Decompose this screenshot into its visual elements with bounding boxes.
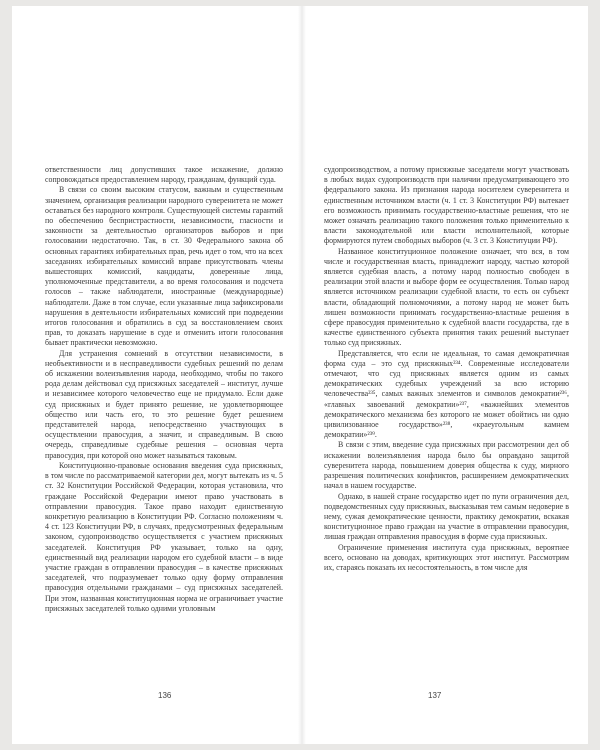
book-spread (12, 6, 588, 744)
left-page-text (45, 165, 283, 614)
paragraph: Названное конституционное положение означает, что вся, в том числе и государственная власть, принадлежит народу, частью которой является судебная власть, а потому народ полностью свободен в реализации этой власти и выборе форм ее осуществления. Только народ является источником реализации судебной власти, то есть он субъект власти, обладающий полномочиями, а потому народ не может быть лишен возможности принимать государственно-властные решения в сфере правосудия применительно к судебной власти государства, где в качестве единственного субъекта принятия таких решений выступает только суд присяжных. (324, 246, 569, 348)
paragraph: Однако, в нашей стране государство идет по пути ограничения дел, подведомственных суду присяжных, высказывая тем самым недоверие в нему, сужая демократические ценности, практику демократии, вскакая конституционное право граждан на участие в отправлении правосудия, лишая граждан отправления правосудия в форме суда присяжных. (324, 491, 569, 542)
paragraph: судопроизводством, а потому присяжные заседатели могут участвовать в любых видах судопроизводств при наличии предусматривающего это федерального закона. Из признания народа носителем суверенитета и единственным источником власти (ч. 1 ст. 3 Конституции РФ) вытекает его возможность принимать государственно-властные решения, что не может означать реализацию такого положения только применительно к власти законодательной или власти исполнительной, которые формируются путем свободных выборов (ч. 3 ст. 3 Конституции РФ). (324, 165, 569, 246)
paragraph: ответственности лиц допустивших такое искажение, должно сопровождаться предоставлением народу, гражданам, функций суда. (45, 165, 283, 185)
paragraph: В связи с этим, введение суда присяжных при рассмотрении дел об искажении волеизъявления народа было бы оправдано защитой суверенитета народа, повышением доверия общества к суду, мирного разрешения политических конфликтов, расширением демократических начал в нашем государстве. (324, 440, 569, 491)
paragraph: Представляется, что если не идеальная, то самая демократичная форма суда – это суд присяжных²³⁴. Современные исследователи отмечают, что суд присяжных является одним из самых демократических судебных учреждений за всю историю человечества²³⁵, самых важных элементов и символов демократии²³⁶, «главных завоеваний демократии»²³⁷, «важнейших элементов демократического механизма без которого не может обойтись ни одно цивилизованное государство»²³⁸, «краеугольным камнем демократии»²³⁹. (324, 348, 569, 440)
right-page (302, 6, 588, 744)
paragraph: В связи со своим высоким статусом, важным и существенным значением, организация реализации народного суверенитета не может оставаться без народного контроля. Существующей системы гарантий по обеспечению беспристрастности, независимости, гласности и законности за деятельностью организаторов выборов и при голосовании недостаточно. Так, в ст. 30 Федерального закона об основных гарантиях избирательных прав, речь идет о том, что на всех заседаниях избирательных комиссий вправе присутствовать члены вышестоящих комиссий, кандидаты, доверенные лица, уполномоченные представители, а во время голосования и подсчета голосов – также наблюдатели, иностранные (международные) наблюдатели. Даже в том случае, если указанные лица зафиксировали нарушения в деятельности избирательных комиссий при подведении итогов голосования и обратились в суд за восстановлением своих прав, то доказать нарушение в суде и отменить итоги голосования бывает практически невозможно. (45, 185, 283, 348)
paragraph: Ограничение применения института суда присяжных, вероятнее всего, основано на доводах, критикующих этот институт. Рассмотрим их, стараясь показать их несостоятельность, в том числе для (324, 542, 569, 572)
page-number: 136 (158, 691, 172, 700)
right-page-text (324, 165, 569, 573)
left-page (12, 6, 302, 744)
paragraph: Для устранения сомнений в отсутствии независимости, в необъективности и в несправедливости судебных решений по делам об искажении волеизъявления народа, необходимо, чтобы по такого рода делам действовал суд присяжных заседателей – институт, лучше и независимее которого человечество еще не придумало. Если даже суд присяжных и будет принято решение, не удовлетворяющее общество или часть его, то это решение будет решением представителей народа, непосредственно участвующих в осуществлении правосудия, а значит, и справедливым. В свою очередь, справедливые судебные решения – основная черта правосудия, при которой оно может называться таковым. (45, 348, 283, 460)
page-number: 137 (428, 691, 442, 700)
paragraph: Конституционно-правовые основания введения суда присяжных, в том числе по рассматриваемой категории дел, могут вытекать из ч. 5 ст. 32 Конституции Российской Федерации, которая установила, что граждане Российской Федерации имеют право участвовать в отправлении правосудия. Такое право находит единственную конкретную реализацию в Конституции РФ. Согласно положениям ч. 4 ст. 123 Конституции РФ, в случаях, предусмотренных федеральным законом, судопроизводство осуществляется с участием присяжных заседателей. Конституция РФ указывает, только на одну, единственный вид реализации народом его судебной власти – в виде участие граждан в отправлении правосудия – в качестве присяжных заседателей, что подразумевает только одну форму отправления правосудия отдельными гражданами – суд присяжных заседателей. При этом, названная конституционная норма не ограничивает участие присяжных заседателей только одними уголовным (45, 460, 283, 613)
